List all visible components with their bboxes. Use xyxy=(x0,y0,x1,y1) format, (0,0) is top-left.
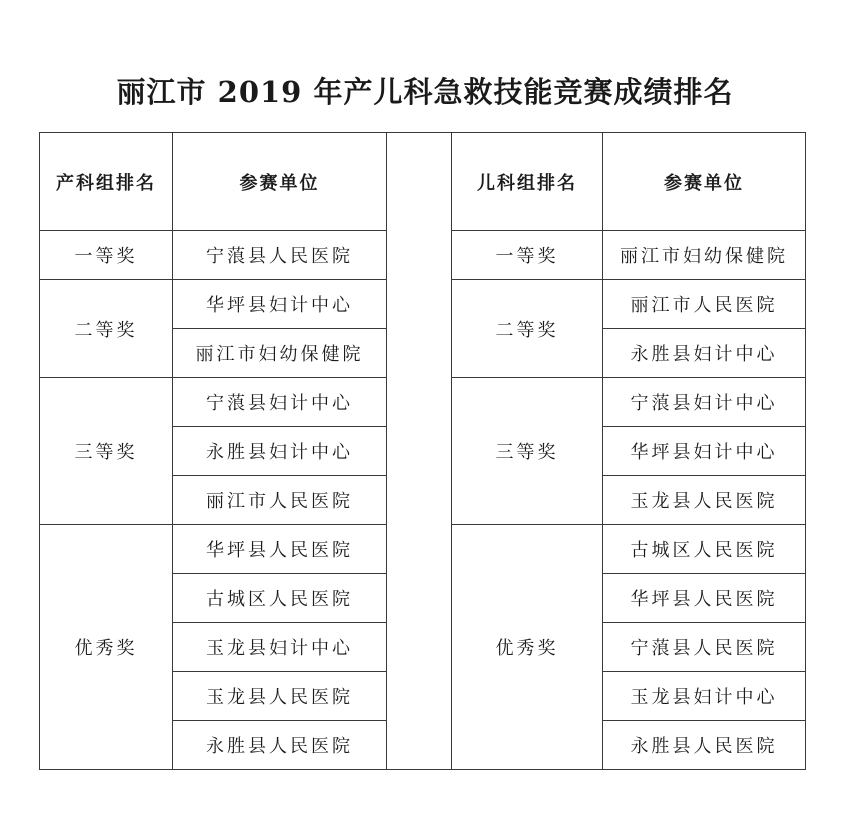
obstetrics-unit: 永胜县人民医院 xyxy=(173,721,387,770)
obstetrics-unit: 宁蒗县妇计中心 xyxy=(173,378,387,427)
pediatrics-unit: 宁蒗县妇计中心 xyxy=(603,378,806,427)
award-second-obstetrics: 二等奖 xyxy=(40,280,173,378)
obstetrics-unit: 丽江市人民医院 xyxy=(173,476,387,525)
column-spacer xyxy=(387,133,452,770)
pediatrics-unit: 玉龙县人民医院 xyxy=(603,476,806,525)
award-excellent-obstetrics: 优秀奖 xyxy=(40,525,173,770)
obstetrics-unit: 华坪县妇计中心 xyxy=(173,280,387,329)
obstetrics-unit: 宁蒗县人民医院 xyxy=(173,231,387,280)
table-header-row xyxy=(40,133,806,231)
obstetrics-unit: 古城区人民医院 xyxy=(173,574,387,623)
obstetrics-unit: 玉龙县人民医院 xyxy=(173,672,387,721)
pediatrics-unit: 永胜县人民医院 xyxy=(603,721,806,770)
pediatrics-unit: 丽江市妇幼保健院 xyxy=(603,231,806,280)
document-title: 丽江市 2019 年产儿科急救技能竞赛成绩排名 xyxy=(116,75,734,109)
pediatrics-unit: 丽江市人民医院 xyxy=(603,280,806,329)
award-third-pediatrics: 三等奖 xyxy=(452,378,603,525)
header-obstetrics-rank: 产科组排名 xyxy=(40,133,173,231)
award-first-obstetrics: 一等奖 xyxy=(40,231,173,280)
obstetrics-unit: 华坪县人民医院 xyxy=(173,525,387,574)
header-obstetrics-unit: 参赛单位 xyxy=(173,133,387,231)
pediatrics-unit: 古城区人民医院 xyxy=(603,525,806,574)
pediatrics-unit: 永胜县妇计中心 xyxy=(603,329,806,378)
award-second-pediatrics: 二等奖 xyxy=(452,280,603,378)
header-pediatrics-unit: 参赛单位 xyxy=(603,133,806,231)
award-first-pediatrics: 一等奖 xyxy=(452,231,603,280)
obstetrics-unit: 玉龙县妇计中心 xyxy=(173,623,387,672)
obstetrics-unit: 丽江市妇幼保健院 xyxy=(173,329,387,378)
header-pediatrics-rank: 儿科组排名 xyxy=(452,133,603,231)
award-excellent-pediatrics: 优秀奖 xyxy=(452,525,603,770)
obstetrics-unit: 永胜县妇计中心 xyxy=(173,427,387,476)
pediatrics-unit: 华坪县妇计中心 xyxy=(603,427,806,476)
award-third-obstetrics: 三等奖 xyxy=(40,378,173,525)
ranking-table xyxy=(39,132,806,770)
pediatrics-unit: 宁蒗县人民医院 xyxy=(603,623,806,672)
pediatrics-unit: 华坪县人民医院 xyxy=(603,574,806,623)
pediatrics-unit: 玉龙县妇计中心 xyxy=(603,672,806,721)
